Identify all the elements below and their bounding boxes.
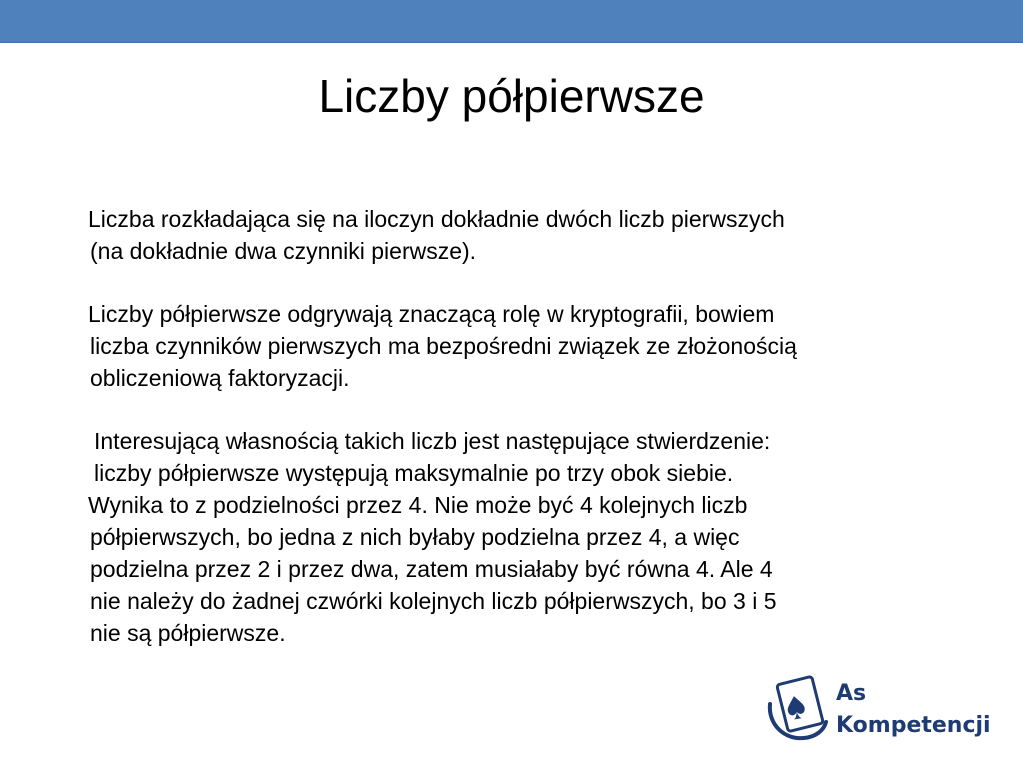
paragraph-line: liczba czynników pierwszych ma bezpośredni związek ze złożonością (90, 333, 797, 359)
paragraph-property (88, 425, 978, 649)
paragraph-line: Interesującą własnością takich liczb jest następujące stwierdzenie: (94, 428, 771, 454)
paragraph-line: liczby półpierwsze występują maksymalnie po trzy obok siebie. (94, 460, 734, 486)
paragraph-cryptography (88, 298, 978, 394)
paragraph-definition (88, 203, 978, 267)
logo-wordmark (836, 678, 991, 742)
paragraph-line: podzielna przez 2 i przez dwa, zatem musiałaby być równa 4. Ale 4 (90, 556, 773, 582)
paragraph-line: Wynika to z podzielności przez 4. Nie może być 4 kolejnych liczb (88, 492, 748, 518)
logo-line-1: As (836, 681, 867, 706)
paragraph-line: nie należy do żadnej czwórki kolejnych liczb półpierwszych, bo 3 i 5 (90, 588, 777, 614)
card-spade-icon (766, 674, 830, 744)
slide-title: Liczby półpierwsze (318, 70, 705, 122)
paragraph-line: nie są półpierwsze. (90, 620, 286, 646)
paragraph-line: obliczeniową faktoryzacji. (90, 365, 350, 391)
as-kompetencji-logo (766, 674, 996, 746)
paragraph-line: Liczba rozkładająca się na iloczyn dokładnie dwóch liczb pierwszych (88, 206, 785, 232)
paragraph-line: Liczby półpierwsze odgrywają znaczącą rolę w kryptografii, bowiem (88, 301, 775, 327)
paragraph-line: półpierwszych, bo jedna z nich byłaby podzielna przez 4, a więc (90, 524, 740, 550)
logo-line-2: Kompetencji (836, 713, 991, 738)
top-accent-bar (0, 0, 1023, 43)
paragraph-line: (na dokładnie dwa czynniki pierwsze). (90, 238, 477, 264)
